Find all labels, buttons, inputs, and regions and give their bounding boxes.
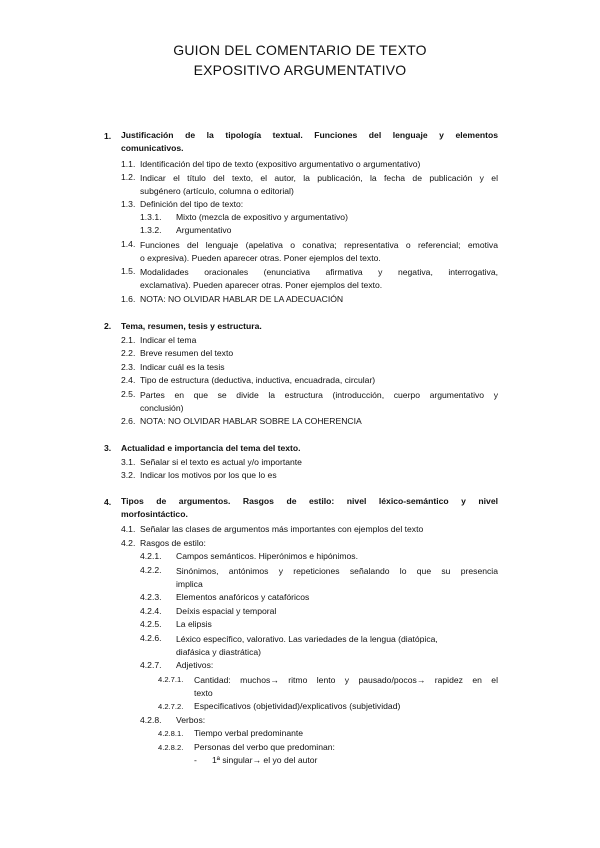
item-line: conclusión)	[140, 403, 184, 413]
item-text: Indicar cuál es la tesis	[140, 362, 225, 372]
item-text	[140, 172, 498, 198]
item-text: Indicar los motivos por los que lo es	[140, 470, 277, 480]
item-text: Definición del tipo de texto:	[140, 199, 244, 209]
item-text: Elementos anafóricos y catafóricos	[176, 592, 310, 602]
document-title-line-1: GUION DEL COMENTARIO DE TEXTO	[173, 42, 427, 58]
section-heading	[121, 129, 498, 155]
item-number: 1.1.	[121, 159, 136, 169]
item-text: Breve resumen del texto	[140, 348, 234, 358]
item-text: Personas del verbo que predominan:	[194, 742, 335, 752]
item-line: Indicar el título del texto, el autor, la publicación, la fecha de publicación y el	[140, 173, 498, 183]
item-text: Verbos:	[176, 715, 206, 725]
item-number: 1.5.	[121, 266, 136, 276]
item-number: 3.2.	[121, 470, 136, 480]
item-number: 1.3.2.	[140, 225, 162, 235]
item-number: 4.2.3.	[140, 592, 162, 602]
item-number: 4.2.7.1.	[158, 675, 184, 684]
item-number: 4.2.6.	[140, 633, 162, 643]
item-text	[140, 239, 498, 265]
section-heading	[121, 495, 498, 521]
item-number: 4.2.2.	[140, 565, 162, 575]
item-number: 2.3.	[121, 362, 136, 372]
item-text: Señalar las clases de argumentos más importantes con ejemplos del texto	[140, 524, 424, 534]
item-bullet: -	[194, 755, 197, 765]
item-number: 4.1.	[121, 524, 136, 534]
item-number: 2.6.	[121, 416, 136, 426]
item-text: NOTA: NO OLVIDAR HABLAR DE LA ADECUACIÓN	[140, 294, 344, 304]
item-number: 3.1.	[121, 457, 136, 467]
item-line: Cantidad: muchos→ ritmo lento y pausado/pocos→ rapidez en el	[194, 675, 498, 685]
item-number: 4.2.	[121, 538, 136, 548]
item-number: 4.2.7.	[140, 660, 162, 670]
item-line: Partes en que se divide la estructura (introducción, cuerpo argumentativo y	[140, 390, 498, 400]
item-text	[176, 633, 498, 659]
item-number: 2.5.	[121, 389, 136, 399]
item-line: subgénero (artículo, columna o editorial)	[140, 186, 294, 196]
section-heading-line: morfosintáctico.	[121, 509, 188, 519]
item-text: Tipo de estructura (deductiva, inductiva, encuadrada, circular)	[140, 375, 376, 385]
section-heading-line: comunicativos.	[121, 143, 184, 153]
document-title-line-2: EXPOSITIVO ARGUMENTATIVO	[193, 62, 407, 78]
item-text: Indicar el tema	[140, 335, 197, 345]
item-number: 4.2.7.2.	[158, 702, 184, 711]
item-text: Identificación del tipo de texto (expositivo argumentativo o argumentativo)	[140, 159, 421, 169]
item-text: Mixto (mezcla de expositivo y argumentativo)	[176, 212, 348, 222]
item-line: o expresiva). Pueden aparecer otras. Poner ejemplos del texto.	[140, 253, 381, 263]
item-line: Funciones del lenguaje (apelativa o conativa; representativa o referencial; emotiva	[140, 240, 498, 250]
item-text: Señalar si el texto es actual y/o importante	[140, 457, 302, 467]
item-text	[176, 565, 498, 591]
section-number: 4.	[104, 497, 112, 507]
item-number: 4.2.1.	[140, 551, 162, 561]
item-number: 1.2.	[121, 172, 136, 182]
section-number: 3.	[104, 443, 112, 453]
section-heading: Actualidad e importancia del tema del texto.	[121, 443, 301, 453]
item-text: Rasgos de estilo:	[140, 538, 206, 548]
item-line: implica	[176, 579, 203, 589]
item-number: 4.2.8.1.	[158, 729, 184, 738]
section-number: 2.	[104, 321, 112, 331]
section-heading: Tema, resumen, tesis y estructura.	[121, 321, 262, 331]
item-number: 4.2.4.	[140, 606, 162, 616]
item-number: 1.6.	[121, 294, 136, 304]
item-line: diafásica y diastrática)	[176, 647, 262, 657]
section-heading-line: Justificación de la tipología textual. Funciones del lenguaje y elementos	[121, 130, 498, 140]
item-number: 1.4.	[121, 239, 136, 249]
item-number: 4.2.8.	[140, 715, 162, 725]
item-text: 1ª singular→ el yo del autor	[212, 755, 318, 765]
item-text: Adjetivos:	[176, 660, 214, 670]
item-line: Modalidades oracionales (enunciativa afirmativa y negativa, interrogativa,	[140, 267, 498, 277]
item-line: exclamativa). Pueden aparecer otras. Poner ejemplos del texto.	[140, 280, 383, 290]
item-text: La elipsis	[176, 619, 212, 629]
item-text	[194, 674, 498, 700]
item-text: Argumentativo	[176, 225, 232, 235]
section-heading-line: Tipos de argumentos. Rasgos de estilo: nivel léxico-semántico y nivel	[121, 496, 498, 506]
item-text	[140, 266, 498, 292]
item-number: 2.1.	[121, 335, 136, 345]
item-number: 1.3.1.	[140, 212, 162, 222]
item-text	[140, 389, 498, 415]
item-text: Campos semánticos. Hiperónimos e hipónimos.	[176, 551, 358, 561]
item-line: Léxico específico, valorativo. Las variedades de la lengua (diatópica,	[176, 634, 438, 644]
item-number: 4.2.5.	[140, 619, 162, 629]
item-number: 1.3.	[121, 199, 136, 209]
item-number: 4.2.8.2.	[158, 743, 184, 752]
item-line: Sinónimos, antónimos y repeticiones señalando lo que su presencia	[176, 566, 498, 576]
item-text: NOTA: NO OLVIDAR HABLAR SOBRE LA COHERENCIA	[140, 416, 362, 426]
item-text: Tiempo verbal predominante	[194, 728, 304, 738]
item-text: Especificativos (objetividad)/explicativos (subjetividad)	[194, 701, 401, 711]
item-text: Deíxis espacial y temporal	[176, 606, 277, 616]
item-line: texto	[194, 688, 213, 698]
item-number: 2.2.	[121, 348, 136, 358]
section-number: 1.	[104, 131, 112, 141]
item-number: 2.4.	[121, 375, 136, 385]
